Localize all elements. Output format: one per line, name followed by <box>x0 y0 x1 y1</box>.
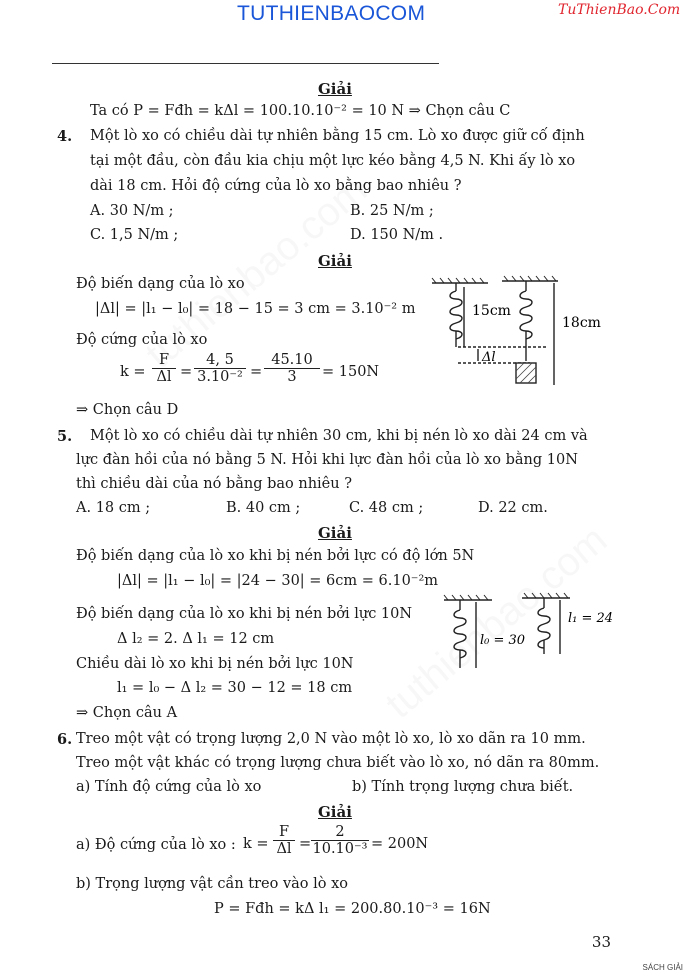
text-line: b) Trọng lượng vật cần treo vào lò xo <box>76 876 349 892</box>
text-line: A. 30 N/m ; <box>90 203 174 219</box>
fraction-value-1 <box>194 352 246 385</box>
text-line: |Δl| = |l₁ − l₀| = 18 − 15 = 3 cm = 3.10⁻² m <box>95 301 416 317</box>
text-line: 6. <box>57 731 73 748</box>
numerator: F <box>158 352 170 368</box>
text-line: A. 18 cm ; <box>76 500 151 516</box>
text-line: Một lò xo có chiều dài tự nhiên 30 cm, khi bị nén lò xo dài 24 cm và <box>90 428 588 444</box>
solution-heading: Giải <box>318 80 352 98</box>
denominator: Δl <box>273 840 295 857</box>
label-15cm: 15cm <box>472 303 511 319</box>
text-line: Chiều dài lò xo khi bị nén bởi lực 10N <box>76 656 354 672</box>
fraction-value-2 <box>264 352 320 385</box>
equals-sign: = <box>180 364 193 380</box>
header-rule <box>52 63 439 64</box>
formula-k-label: k = <box>120 364 146 380</box>
text-line: a) Độ cứng của lò xo : <box>76 837 236 853</box>
formula-result: = 200N <box>371 836 429 852</box>
numerator: F <box>278 824 290 840</box>
text-line: dài 18 cm. Hỏi độ cứng của lò xo bằng bao nhiêu ? <box>90 178 462 194</box>
text-line: 5. <box>57 428 73 445</box>
formula-result: = 150N <box>322 364 380 380</box>
page-number: 33 <box>591 933 611 951</box>
equals-sign: = <box>250 364 263 380</box>
text-line: Δ l₂ = 2. Δ l₁ = 12 cm <box>117 631 275 647</box>
text-line: a) Tính độ cứng của lò xo <box>76 779 262 795</box>
text-line: Độ cứng của lò xo <box>76 332 208 348</box>
text-line: C. 1,5 N/m ; <box>90 227 179 243</box>
text-line: Độ biến dạng của lò xo khi bị nén bởi lực 10N <box>76 606 413 622</box>
solution-heading: Giải <box>318 252 352 270</box>
text-line: 4. <box>57 128 73 145</box>
equals-sign: = <box>299 836 312 852</box>
text-line: C. 48 cm ; <box>349 500 424 516</box>
numerator: 45.10 <box>271 352 313 368</box>
denominator: 3 <box>264 368 320 385</box>
text-line: Độ biến dạng của lò xo khi bị nén bởi lực có độ lớn 5N <box>76 548 475 564</box>
fraction-value <box>311 824 369 857</box>
label-delta-l: Δl <box>482 350 496 365</box>
denominator: 10.10⁻³ <box>312 841 368 857</box>
text-line: Độ biến dạng của lò xo <box>76 276 245 292</box>
text-line: B. 40 cm ; <box>226 500 301 516</box>
text-line: Ta có P = Fđh = kΔl = 100.10.10⁻² = 10 N ⇒ Chọn câu C <box>90 103 511 119</box>
text-line: D. 22 cm. <box>478 500 548 516</box>
numerator: 4, 5 <box>206 352 234 368</box>
fraction-f-over-dl <box>152 352 176 385</box>
label-l0: l₀ = 30 <box>480 633 526 648</box>
text-line: l₁ = l₀ − Δ l₂ = 30 − 12 = 18 cm <box>117 680 353 696</box>
denominator: Δl <box>152 368 176 385</box>
text-line: lực đàn hồi của nó bằng 5 N. Hỏi khi lực đàn hồi của lò xo bằng 10N <box>76 452 578 468</box>
text-line: P = Fđh = kΔ l₁ = 200.80.10⁻³ = 16N <box>214 901 491 917</box>
label-l1: l₁ = 24 <box>568 611 614 626</box>
text-line: Treo một vật khác có trọng lượng chưa biết vào lò xo, nó dãn ra 80mm. <box>76 755 600 771</box>
numerator: 2 <box>335 824 345 840</box>
spring-diagram-2 <box>440 592 620 682</box>
formula-k-label: k = <box>243 836 269 852</box>
solution-heading: Giải <box>318 524 352 542</box>
text-line: |Δl| = |l₁ − l₀| = |24 − 30| = 6cm = 6.10⁻²m <box>117 573 439 589</box>
fraction-f-over-dl <box>273 824 295 857</box>
text-line: D. 150 N/m . <box>350 227 444 243</box>
spring-diagram-1 <box>430 275 610 393</box>
text-line: ⇒ Chọn câu D <box>76 402 179 418</box>
text-line: thì chiều dài của nó bằng bao nhiêu ? <box>76 476 352 492</box>
label-18cm: 18cm <box>562 315 601 331</box>
solution-heading: Giải <box>318 803 352 821</box>
site-header[interactable]: TUTHIENBAOCOM <box>237 2 426 25</box>
text-line: ⇒ Chọn câu A <box>76 705 178 721</box>
text-line: Một lò xo có chiều dài tự nhiên bằng 15 cm. Lò xo được giữ cố định <box>90 128 585 144</box>
text-line: tại một đầu, còn đầu kia chịu một lực kéo bằng 4,5 N. Khi ấy lò xo <box>90 153 576 169</box>
text-line: Treo một vật có trọng lượng 2,0 N vào một lò xo, lò xo dãn ra 10 mm. <box>76 731 586 747</box>
footer-logo: SÁCH GIẢI <box>642 963 683 972</box>
text-line: b) Tính trọng lượng chưa biết. <box>352 779 574 795</box>
brand-logo[interactable]: TuThienBao.Com <box>558 2 681 18</box>
denominator: 3.10⁻² <box>194 368 246 385</box>
text-line: B. 25 N/m ; <box>350 203 434 219</box>
